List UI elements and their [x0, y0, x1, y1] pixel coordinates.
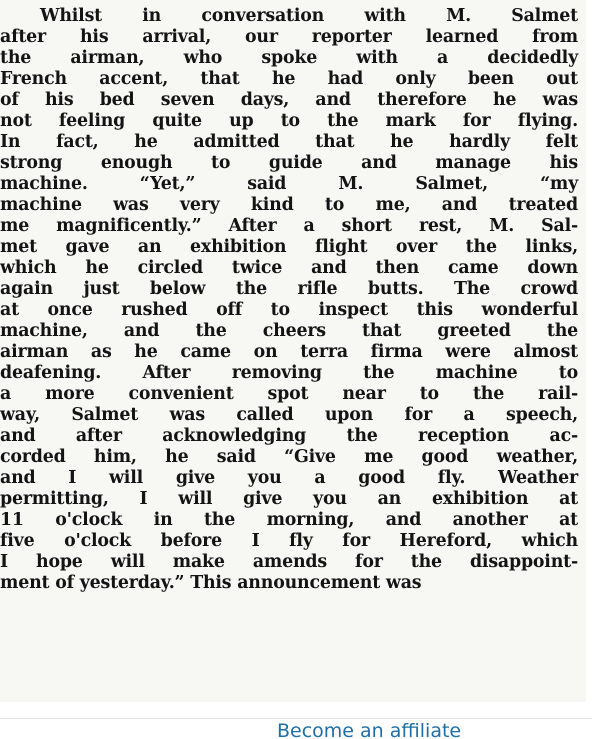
article-line: French accent, that he had only been out: [0, 69, 578, 89]
page-margin: [586, 0, 592, 702]
article-line: again just below the rifle butts. The crowd: [0, 279, 578, 299]
article-line: machine, and the cheers that greeted the: [0, 321, 578, 341]
article-line: a more convenient spot near to the rail-: [0, 384, 578, 404]
article-line: not feeling quite up to the mark for flying.: [0, 111, 578, 131]
article-line: 11 o'clock in the morning, and another at: [0, 510, 578, 530]
article-line: machine was very kind to me, and treated: [0, 195, 578, 215]
become-affiliate-link[interactable]: Become an affiliate: [277, 720, 462, 739]
article-line: met gave an exhibition flight over the links,: [0, 237, 578, 257]
article-line: which he circled twice and then came down: [0, 258, 578, 278]
article-line: and after acknowledging the reception ac-: [0, 426, 578, 446]
article-line: machine. “Yet,” said M. Salmet, “my: [0, 174, 578, 194]
article-line: after his arrival, our reporter learned from: [0, 27, 578, 47]
article-line: corded him, he said “Give me good weather,: [0, 447, 578, 467]
article-line: me magnificently.” After a short rest, M. Sal-: [0, 216, 578, 236]
article-line: of his bed seven days, and therefore he was: [0, 90, 578, 110]
article-line: permitting, I will give you an exhibition at: [0, 489, 578, 509]
article-text: [0, 6, 586, 594]
article-line: ment of yesterday.” This announcement was: [0, 573, 422, 593]
article-line: way, Salmet was called upon for a speech,: [0, 405, 578, 425]
article-line: five o'clock before I fly for Hereford, which: [0, 531, 578, 551]
article-line: airman as he came on terra firma were almost: [0, 342, 578, 362]
article-line: Whilst in conversation with M. Salmet: [40, 6, 578, 26]
article-line: at once rushed off to inspect this wonderful: [0, 300, 578, 320]
article-line: strong enough to guide and manage his: [0, 153, 578, 173]
article-line: deafening. After removing the machine to: [0, 363, 578, 383]
article-line: and I will give you a good fly. Weather: [0, 468, 578, 488]
article-line: I hope will make amends for the disappoint-: [0, 552, 578, 572]
article-line: the airman, who spoke with a decidedly: [0, 48, 578, 68]
article-line: In fact, he admitted that he hardly felt: [0, 132, 578, 152]
